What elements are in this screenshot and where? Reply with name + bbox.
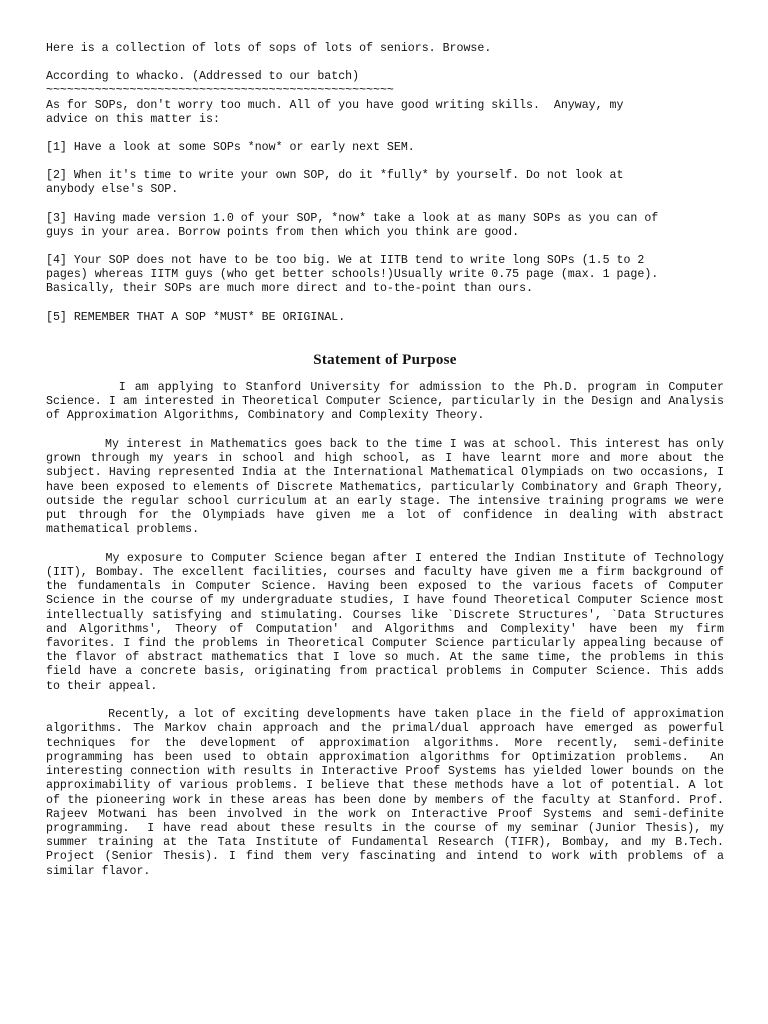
tip-4: [4] Your SOP does not have to be too big. We at IITB tend to write long SOPs (1.5 to 2 pages) whereas IITM guys (who get better schools!)Usually write 0.75 page (max. 1 page). Basically, their SOPs are much more direct and to-the-point than ours. xyxy=(46,254,659,296)
sop-paragraph-1: I am applying to Stanford University for admission to the Ph.D. program in Computer Science. I am interested in Theoretical Computer Science, particularly in the Design and Analysis of Approximation Algorithms, Combinatory and Complexity Theory. xyxy=(46,381,731,423)
separator-line: ~~~~~~~~~~~~~~~~~~~~~~~~~~~~~~~~~~~~~~~~~~~~~~~~~~ xyxy=(46,84,394,98)
sop-paragraph-2: My interest in Mathematics goes back to the time I was at school. This interest has only grown through my years in school and high school, as I have learnt more and more about the subject. Having represented India at the International Mathematical Olympiads on two occasions, I have been exposed to elements of Discrete Mathematics, particularly Combinatory and Graph Theory, outside the regular school curriculum at an early stage. The intensive training programs we were put through for the Olympiads have given me a lot of confidence in dealing with abstract mathematical problems. xyxy=(46,438,731,537)
sop-paragraph-4: Recently, a lot of exciting developments have taken place in the field of approximation algorithms. The Markov chain approach and the primal/dual approach have emerged as powerful techniques for the development of approximation algorithms. More recently, semi-definite programming has been used to obtain approximation algorithms for Optimization problems. An interesting connection with results in Interactive Proof Systems has yielded lower bounds on the approximability of various problems. I believe that these methods have a lot of potential. A lot of the pioneering work in these areas has been done by members of the faculty at Stanford. Prof. Rajeev Motwani has been involved in the work on Interactive Proof Systems and semi-definite programming. I have read about these results in the course of my seminar (Junior Thesis), my summer training at the Tata Institute of Fundamental Research (TIFR), Bombay, and my B.Tech. Project (Senior Thesis). I find them very fascinating and intend to work with problems of a similar flavor. xyxy=(46,708,731,878)
intro-line: Here is a collection of lots of sops of lots of seniors. Browse. xyxy=(46,42,492,55)
attribution-line: According to whacko. (Addressed to our batch) xyxy=(46,70,360,84)
document-page xyxy=(46,42,731,893)
sop-paragraph-3: My exposure to Computer Science began after I entered the Indian Institute of Technology (IIT), Bombay. The excellent facilities, courses and faculty have given me a firm background of the fundamentals in Computer Science. Having been exposed to the various facets of Computer Science in the course of my undergraduate studies, I have found Theoretical Computer Science most intellectually satisfying and stimulating. Courses like `Discrete Structures', `Data Structures and Algorithms', Theory of Computation' and Algorithms and Complexity' have been my firm favorites. I find the problems in Theoretical Computer Science particularly appealing because of the flavor of abstract mathematics that I love so much. At the same time, the problems in this field have a concrete basis, originating from practical problems in Computer Science. This adds to their appeal. xyxy=(46,551,731,693)
tip-5: [5] REMEMBER THAT A SOP *MUST* BE ORIGINAL. xyxy=(46,310,346,324)
tip-1: [1] Have a look at some SOPs *now* or early next SEM. xyxy=(46,141,415,155)
advice-intro: As for SOPs, don't worry too much. All of you have good writing skills. Anyway, my advice on this matter is: xyxy=(46,98,624,126)
tip-2: [2] When it's time to write your own SOP, do it *fully* by yourself. Do not look at anybody else's SOP. xyxy=(46,169,624,197)
sop-title: Statement of Purpose xyxy=(313,351,457,368)
tip-3: [3] Having made version 1.0 of your SOP, *now* take a look at as many SOPs as you can of guys in your area. Borrow points from then which you think are good. xyxy=(46,211,659,239)
